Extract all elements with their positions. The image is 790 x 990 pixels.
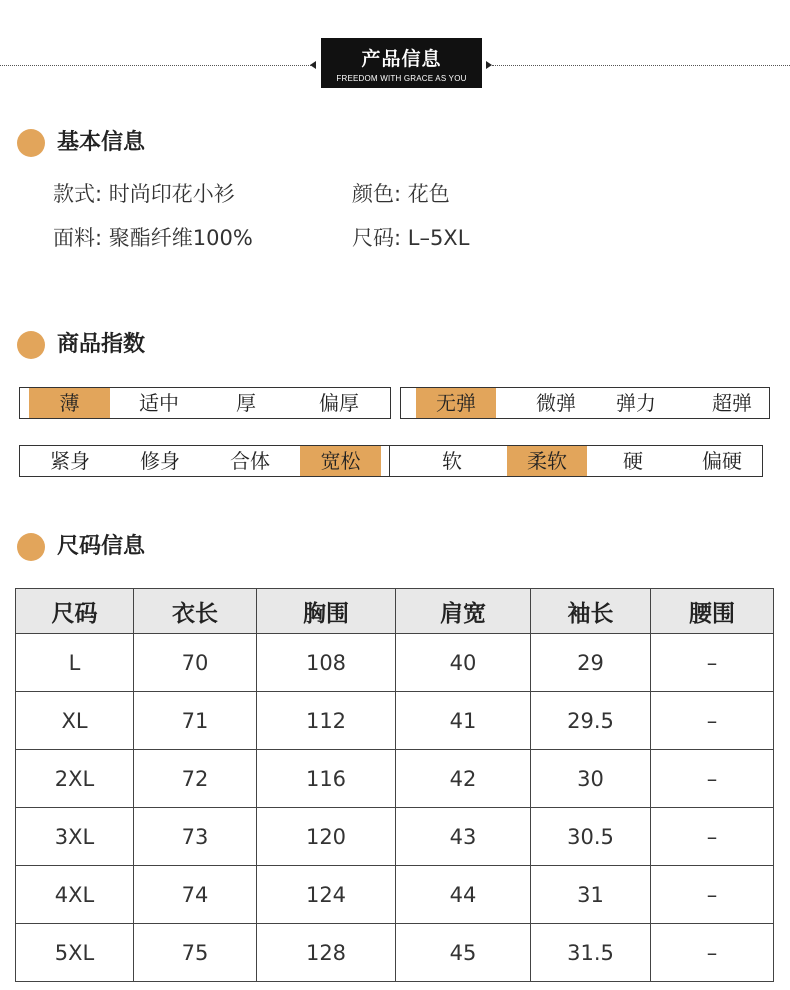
banner-title: 产品信息: [361, 48, 442, 70]
table-cell: –: [651, 924, 774, 982]
table-cell: 29.5: [531, 692, 651, 750]
size-info-heading: 尺码信息: [57, 534, 146, 559]
table-row: [16, 808, 774, 866]
table-cell: 70: [134, 634, 257, 692]
table-header-row: [16, 589, 774, 634]
column-header: 肩宽: [396, 589, 531, 634]
thickness-option: 偏厚: [319, 391, 359, 415]
bullet-dot-icon: [17, 533, 45, 561]
elasticity-option: 微弹: [536, 391, 576, 415]
table-cell: 30.5: [531, 808, 651, 866]
table-cell: XL: [16, 692, 134, 750]
table-cell: 120: [257, 808, 396, 866]
table-cell: 75: [134, 924, 257, 982]
table-row: [16, 634, 774, 692]
table-cell: –: [651, 750, 774, 808]
bullet-dot-icon: [17, 129, 45, 157]
fit-option: 宽松: [300, 446, 381, 476]
table-cell: 71: [134, 692, 257, 750]
table-cell: 108: [257, 634, 396, 692]
thickness-option: 厚: [236, 391, 256, 415]
index-heading: 商品指数: [57, 332, 146, 357]
color-info: 颜色: 花色: [352, 182, 450, 206]
softness-scale: [389, 445, 763, 477]
softness-option: 硬: [623, 449, 643, 473]
table-cell: 112: [257, 692, 396, 750]
table-cell: 5XL: [16, 924, 134, 982]
table-cell: 45: [396, 924, 531, 982]
basic-info-heading: 基本信息: [57, 130, 146, 155]
table-cell: –: [651, 866, 774, 924]
table-cell: 2XL: [16, 750, 134, 808]
table-cell: –: [651, 692, 774, 750]
softness-option: 软: [442, 449, 462, 473]
header-divider-right: [492, 65, 790, 66]
column-header: 袖长: [531, 589, 651, 634]
table-row: [16, 866, 774, 924]
column-header: 尺码: [16, 589, 134, 634]
table-cell: 44: [396, 866, 531, 924]
style-info: 款式: 时尚印花小衫: [53, 182, 235, 206]
table-cell: –: [651, 634, 774, 692]
banner-subtitle: FREEDOM WITH GRACE AS YOU: [336, 74, 467, 83]
table-cell: –: [651, 808, 774, 866]
column-header: 胸围: [257, 589, 396, 634]
thickness-scale: [19, 387, 391, 419]
table-cell: 4XL: [16, 866, 134, 924]
table-cell: 124: [257, 866, 396, 924]
column-header: 衣长: [134, 589, 257, 634]
table-cell: 41: [396, 692, 531, 750]
table-cell: 42: [396, 750, 531, 808]
size-range-info: 尺码: L–5XL: [352, 226, 470, 250]
elasticity-option: 超弹: [712, 391, 752, 415]
table-cell: 116: [257, 750, 396, 808]
column-header: 腰围: [651, 589, 774, 634]
table-cell: 31: [531, 866, 651, 924]
fit-option: 紧身: [50, 449, 90, 473]
softness-option: 柔软: [507, 446, 587, 476]
table-row: [16, 924, 774, 982]
thickness-option: 适中: [139, 391, 179, 415]
table-cell: 74: [134, 866, 257, 924]
table-row: [16, 692, 774, 750]
table-row: [16, 750, 774, 808]
table-cell: 29: [531, 634, 651, 692]
section-banner: [321, 38, 482, 88]
header-divider-left: [0, 65, 313, 66]
table-cell: 31.5: [531, 924, 651, 982]
table-cell: L: [16, 634, 134, 692]
table-cell: 72: [134, 750, 257, 808]
table-cell: 3XL: [16, 808, 134, 866]
bullet-dot-icon: [17, 331, 45, 359]
table-cell: 43: [396, 808, 531, 866]
header-arrow-left-icon: [310, 61, 316, 69]
table-cell: 128: [257, 924, 396, 982]
softness-option: 偏硬: [702, 449, 742, 473]
elasticity-option: 无弹: [416, 388, 496, 418]
size-table: [15, 588, 774, 982]
table-cell: 40: [396, 634, 531, 692]
fit-option: 修身: [140, 449, 180, 473]
elasticity-option: 弹力: [616, 391, 656, 415]
fabric-info: 面料: 聚酯纤维100%: [53, 226, 253, 250]
elasticity-scale: [400, 387, 770, 419]
fit-scale: [19, 445, 391, 477]
table-cell: 73: [134, 808, 257, 866]
fit-option: 合体: [230, 449, 270, 473]
thickness-option: 薄: [29, 388, 110, 418]
table-cell: 30: [531, 750, 651, 808]
